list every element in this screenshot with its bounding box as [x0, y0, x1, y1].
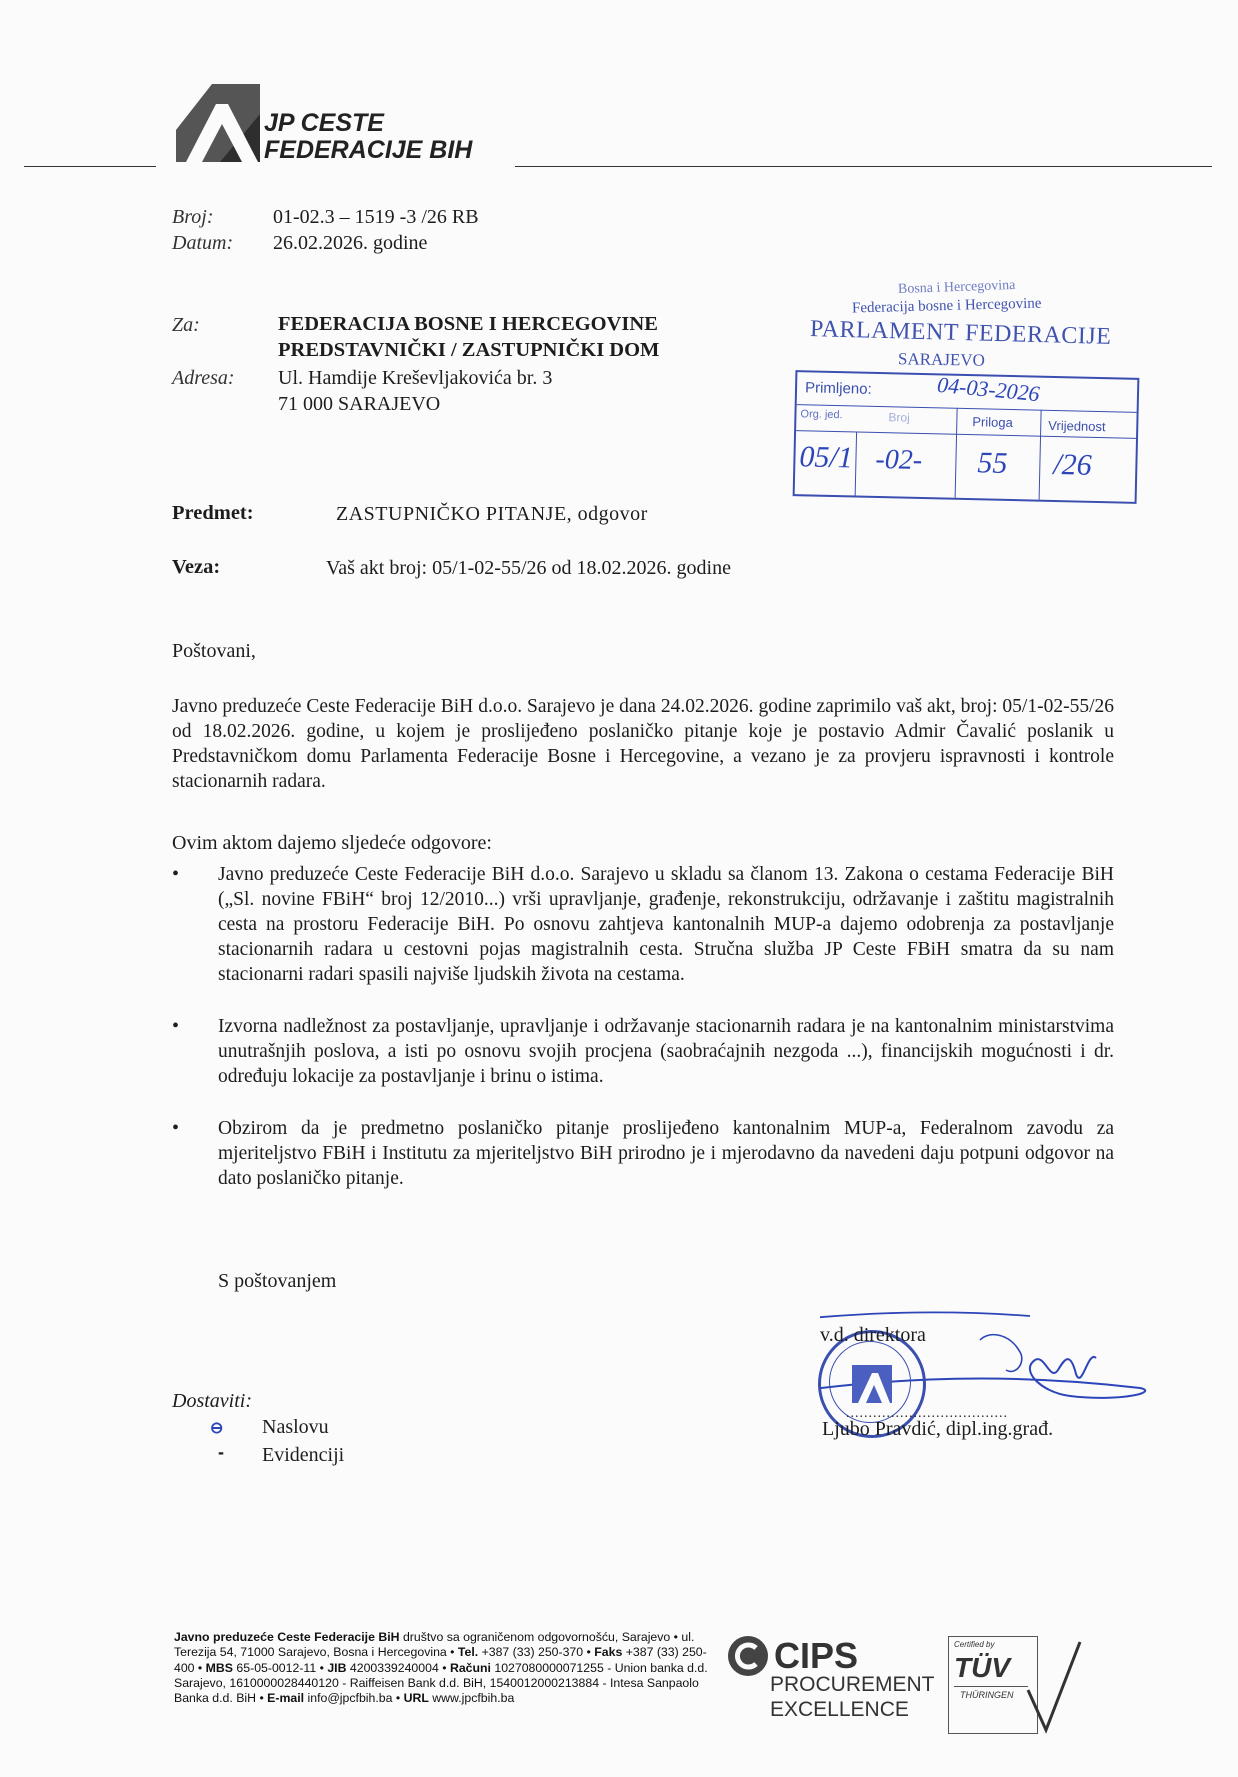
header-rule-right — [515, 166, 1212, 167]
veza-value: Vaš akt broj: 05/1-02-55/26 od 18.02.2026. godine — [326, 557, 731, 579]
address-line1: Ul. Hamdije Kreševljakovića br. 3 — [278, 367, 553, 389]
footer-jib: 4200339240004 • — [346, 1660, 447, 1675]
company-name-line2: FEDERACIJE BIH — [264, 136, 473, 164]
stamp-line4: SARAJEVO — [897, 349, 986, 370]
stamp-broj-label: Broj — [888, 410, 910, 425]
signature-dots: .................................... — [846, 1406, 1008, 1421]
footer-faks: +387 (33) 250-400 • — [174, 1645, 707, 1675]
footer-email: info@jpcfbih.ba • — [304, 1691, 401, 1706]
stamp-grid-line — [855, 432, 857, 496]
distribution-item: Evidenciji — [262, 1444, 345, 1466]
stamp-grid-line — [1039, 410, 1042, 500]
footer-url: www.jpcfbih.ba — [428, 1691, 515, 1706]
stamp-grid-line — [955, 408, 958, 498]
answers-heading: Ovim aktom dajemo sljedeće odgovore: — [172, 832, 492, 854]
stamp-grid-line — [797, 404, 1137, 413]
address-line2: 71 000 SARAJEVO — [278, 393, 441, 415]
stamp-hand-broj: -02- — [875, 443, 923, 477]
broj-value: 01-02.3 – 1519 -3 /26 RB — [273, 206, 479, 228]
dostaviti-label: Dostaviti: — [172, 1390, 252, 1412]
recipient-line2: PREDSTAVNIČKI / ZASTUPNIČKI DOM — [278, 339, 660, 361]
datum-label: Datum: — [172, 232, 234, 254]
cips-name: CIPS — [774, 1635, 859, 1676]
veza-label: Veza: — [172, 556, 221, 578]
stamp-received-date: 04-03-2026 — [936, 371, 1041, 407]
signature-role: v.d. direktora — [820, 1324, 926, 1346]
signature-block — [820, 1310, 1160, 1430]
stamp-hand-org: 05/1 — [799, 440, 854, 475]
footer-company-info — [174, 1630, 712, 1706]
predmet-label: Predmet: — [172, 502, 254, 524]
footer-url-label: URL — [400, 1691, 429, 1706]
stamp-primljeno-label: Primljeno: — [804, 379, 872, 398]
cips-logo-icon — [726, 1634, 770, 1678]
list-item: • Obzirom da je predmetno poslaničko pitanje proslijeđeno kantonalnim MUP-a, Federalnom zavodu za mjeriteljstvo FBiH i Institutu za mjeriteljstvo BiH prirodno je i mjerodavno da navedeni daju potpuni odgovor na dato poslaničko pitanje. — [218, 1116, 1114, 1191]
stamp-line1: Bosna i Hercegovina — [897, 277, 1016, 298]
footer-company-type: društvo sa ograničenom odgovornošću, — [399, 1630, 619, 1644]
cips-tagline — [770, 1672, 935, 1722]
za-label: Za: — [172, 314, 200, 336]
footer-tel: +387 (33) — [478, 1645, 535, 1660]
footer-mbs: 65-05-0012-11 • — [233, 1660, 324, 1675]
stamp-grid — [793, 370, 1140, 504]
footer-faks-label: Faks — [590, 1645, 623, 1660]
stamp-org-label: Org. jed. — [800, 408, 843, 422]
stamp-hand-vrijednost: /26 — [1053, 447, 1093, 482]
stamp-line2: Federacija bosne i Hercegovine — [851, 295, 1042, 317]
signatory-name: Ljubo Pravdić, dipl.ing.građ. — [822, 1418, 1054, 1440]
seal-logo-icon — [852, 1365, 892, 1403]
company-logo — [176, 84, 260, 162]
tuv-region: THÜRINGEN — [960, 1690, 1014, 1700]
company-name-line1: JP CESTE — [264, 109, 384, 137]
footer-tel-label: Tel. — [454, 1645, 479, 1660]
tuv-name: TÜV — [954, 1652, 1010, 1683]
footer-racuni: 1027080000071255 - Union banka d.d. Sarajevo, 1610000028440120 - Raiffeisen Bank d.d. BiH, 1540012000213884 - Intesa Sanpaolo Banka d.d. BiH • — [174, 1660, 708, 1706]
distribution-marker: - — [218, 1442, 224, 1462]
answers-list — [218, 862, 1114, 1218]
stamp-vrijednost-label: Vrijednost — [1048, 417, 1106, 435]
intro-paragraph: Javno preduzeće Ceste Federacije BiH d.o.o. Sarajevo je dana 24.02.2026. godine zaprimilo vaš akt, broj: 05/1-02-55/26 od 18.02.2026. godine, u kojem je proslijeđeno poslaničko pitanje koje je postavio Admir Čavalić poslanik u Predstavničkom domu Parlamenta Federacije Bosne i Hercegovine, a vezano je za provjeru ispravnosti i kontrole stacionarnih radara. — [172, 696, 1114, 792]
list-item: • Javno preduzeće Ceste Federacije BiH d.o.o. Sarajevo u skladu sa članom 13. Zakona o cestama Federacije BiH („Sl. novine FBiH“ broj 12/2010...) vrši upravljanje, građenje, rekonstrukciju, održavanje i zaštitu magistralnih cesta na prostoru Federacije BiH. Po osnovu zahtjeva kantonalnih MUP-a dajemo odobrenja za postavljanje stacionarnih radara u cestovni pojas magistralnih cesta. Stručna služba JP Ceste FBiH smatra da su nam stacionarni radari spasili najviše ljudskih života na cestama. — [218, 862, 1114, 987]
stamp-priloga-label: Priloga — [972, 414, 1013, 431]
footer-email-label: E-mail — [263, 1691, 305, 1706]
adresa-label: Adresa: — [172, 367, 235, 389]
greeting: Poštovani, — [172, 640, 256, 662]
stamp-hand-priloga: 55 — [977, 446, 1008, 480]
footer-tel-cont: 250-370 • — [537, 1645, 591, 1660]
footer-company-name: Javno preduzeće Ceste Federacije BiH — [174, 1630, 400, 1644]
broj-label: Broj: — [172, 206, 214, 228]
company-name — [264, 110, 472, 164]
closing: S poštovanjem — [218, 1270, 337, 1292]
distribution-item: Naslovu — [262, 1416, 329, 1438]
cips-tagline-line2: EXCELLENCE — [770, 1698, 909, 1721]
footer-jib-label: JIB — [323, 1660, 347, 1675]
tuv-certified-by: Certified by — [954, 1640, 995, 1649]
cips-tagline-line1: PROCUREMENT — [770, 1673, 935, 1696]
datum-value: 26.02.2026. godine — [273, 232, 428, 254]
stamp-line3: PARLAMENT FEDERACIJE — [809, 316, 1112, 350]
footer-mbs-label: MBS — [202, 1660, 233, 1675]
tuv-divider — [954, 1686, 1028, 1687]
list-item: • Izvorna nadležnost za postavljanje, upravljanje i održavanje stacionarnih radara je na kantonalnim ministarstvima unutrašnjih poslova, a isti po osnovu svojih procjena (saobraćajnih nezgoda ...), financijskih mogućnosti i dr. određuju lokacije za postavljanje i brinu o istima. — [218, 1014, 1114, 1089]
footer-racuni-label: Računi — [449, 1660, 491, 1675]
tuv-certification — [944, 1632, 1094, 1742]
receipt-stamp — [770, 278, 1140, 504]
predmet-value: ZASTUPNIČKO PITANJE, odgovor — [336, 503, 648, 525]
recipient-line1: FEDERACIJA BOSNE I HERCEGOVINE — [278, 313, 658, 335]
header-rule-left — [24, 166, 156, 167]
checkmark-icon — [1024, 1638, 1084, 1734]
distribution-marker: ⊖ — [210, 1420, 224, 1437]
footer-address: Sarajevo • ul. Terezija 54, 71000 Sarajevo, Bosna i Hercegovina • — [174, 1630, 695, 1660]
